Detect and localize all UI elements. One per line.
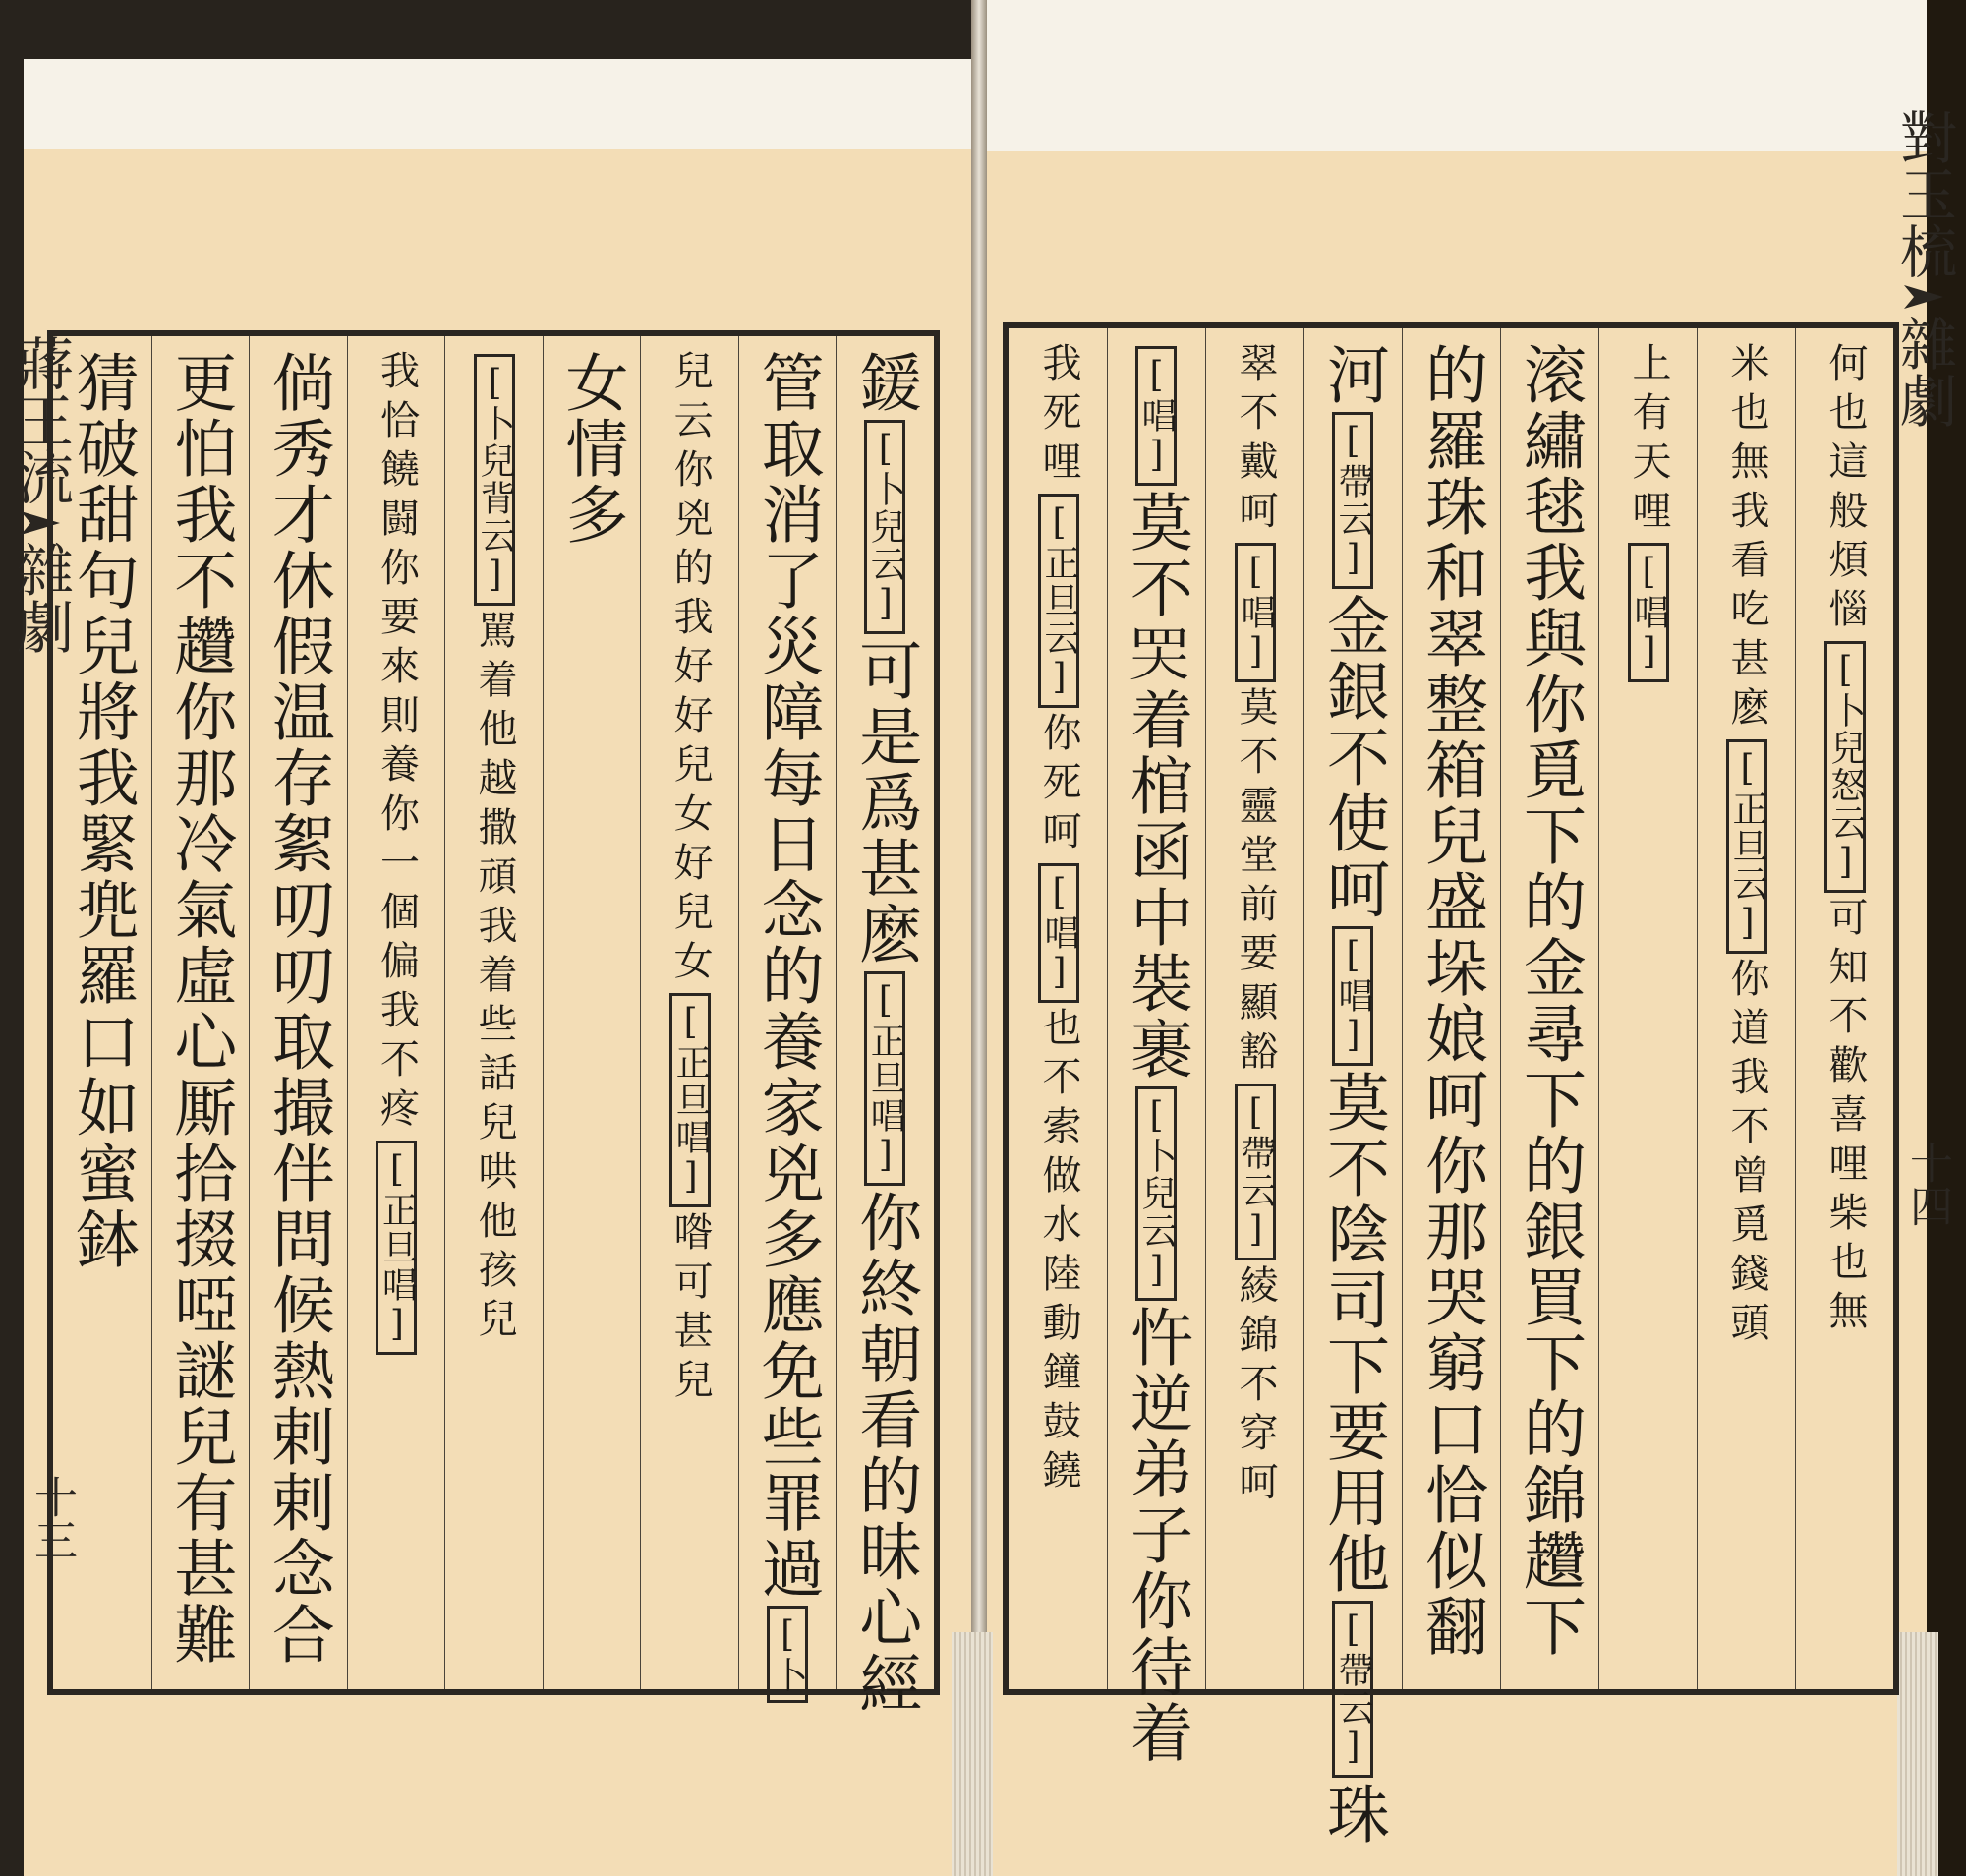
text-column	[1513, 342, 1586, 1660]
role-marker: [唱]	[1135, 346, 1177, 486]
text-run: 我恰饒闘你要來則養你一個偏我不疼	[374, 350, 420, 1137]
page-stack-left	[952, 1632, 993, 1876]
column-rule	[836, 336, 837, 1689]
role-marker: [卜	[767, 1606, 808, 1703]
column-rule	[1500, 328, 1501, 1689]
role-marker: [帶云]	[1235, 1084, 1276, 1260]
column-rule	[1598, 328, 1599, 1689]
text-frame-right	[1003, 322, 1899, 1847]
text-column	[750, 350, 824, 1707]
role-marker: [唱]	[1332, 926, 1373, 1066]
text-column	[260, 350, 334, 1668]
text-run: 何也這般煩惱	[1822, 342, 1868, 637]
text-run: 莫不靈堂前要顯豁	[1233, 686, 1278, 1080]
spine-part: 雜劇	[1890, 315, 1957, 429]
page-stack-right	[1897, 1632, 1938, 1876]
text-run: 你終朝看的昧心經	[848, 1190, 922, 1717]
text-column	[848, 350, 922, 1717]
top-margin	[987, 0, 1937, 151]
role-marker: [正旦云]	[1726, 739, 1767, 954]
fish-tail-icon	[1904, 285, 1943, 309]
text-run: 珠	[1316, 1782, 1389, 1847]
text-run: 莫不𦉼着棺函中裝裹	[1120, 490, 1192, 1083]
column-rule	[543, 336, 544, 1689]
text-run: 米也無我看吃甚麽	[1724, 342, 1769, 735]
text-column	[1120, 342, 1192, 1766]
text-run: 可是爲甚麽	[848, 638, 922, 967]
text-run: 女情多	[554, 350, 628, 548]
text-run: 我與你覓下的金尋下的銀買下的錦趲下	[1513, 540, 1586, 1660]
spine-title: 蔣王流	[7, 334, 74, 505]
column-rule	[1795, 328, 1796, 1689]
text-run: 駡着他越撒頑我着些話兒哄他孩兒	[472, 610, 517, 1347]
text-run: 莫不陰司下要用他	[1316, 1070, 1389, 1597]
book-gutter	[971, 0, 987, 1876]
column-rule	[151, 336, 152, 1689]
role-marker: [卜兒云]	[864, 420, 905, 634]
text-run: 可知不歡喜哩柴也無	[1822, 897, 1868, 1339]
role-marker: [帶云]	[1332, 412, 1373, 589]
top-margin	[24, 59, 971, 149]
text-run: 更怕我不趲你那冷氣虛心厮拾掇啞謎兒有甚難	[163, 350, 237, 1668]
text-column	[1824, 342, 1866, 1339]
column-rule	[1107, 328, 1108, 1689]
text-run: 休假温存絮叨叨取撮伴問候熱剌剌念合	[260, 548, 334, 1668]
text-column	[374, 350, 420, 1359]
column-rule	[1303, 328, 1304, 1689]
folio-left: 十三	[27, 1475, 77, 1561]
text-run: 河	[1316, 342, 1389, 408]
folio-right: 十四	[1902, 1141, 1952, 1227]
text-run: 忤逆弟子你待着	[1120, 1305, 1192, 1766]
text-run: 管取消了災障每日念的養家兇多應免些罪過	[750, 350, 824, 1602]
role-marker: [正旦唱]	[669, 993, 711, 1207]
text-run: 兒云你兇的我好好兒女好兒女	[667, 350, 714, 989]
column-rule	[640, 336, 641, 1689]
spine-part: 雜劇	[7, 541, 74, 655]
column-rule	[1402, 328, 1403, 1689]
text-column	[1726, 342, 1767, 1351]
column-rule	[444, 336, 445, 1689]
text-run: 也不索做水陸動鐘鼓鐃	[1036, 1007, 1081, 1498]
text-column	[554, 350, 628, 548]
text-column	[65, 350, 139, 1272]
text-run: 倘秀才	[260, 350, 334, 548]
role-marker: [卜兒背云]	[474, 354, 515, 606]
role-marker: [唱]	[1038, 863, 1079, 1003]
column-rule	[1205, 328, 1206, 1689]
text-run: 滚繡毬	[1513, 342, 1586, 540]
text-run: 鍰	[848, 350, 922, 416]
text-run: 綾錦不穿呵	[1233, 1264, 1278, 1510]
text-run: 猜破甜句兒將我緊兠羅口如蜜鉢	[65, 350, 139, 1272]
role-marker: [唱]	[1628, 543, 1669, 682]
text-run: 翠不戴呵	[1233, 342, 1278, 539]
text-run: 喒可甚兒	[667, 1211, 714, 1408]
text-column	[1038, 342, 1079, 1498]
text-run: 的羅珠和翠整箱兒盛垛娘呵你那哭窮口恰似翻	[1415, 342, 1487, 1660]
text-run: 我死哩	[1036, 342, 1081, 490]
text-run: 上有天哩	[1626, 342, 1671, 539]
text-column	[1316, 342, 1389, 1847]
column-rule	[1697, 328, 1698, 1689]
role-marker: [帶云]	[1332, 1601, 1373, 1778]
role-marker: [正旦云]	[1038, 494, 1079, 708]
text-column	[474, 350, 515, 1347]
text-column	[163, 350, 237, 1668]
text-column	[667, 350, 714, 1408]
column-rule	[347, 336, 348, 1689]
role-marker: [卜兒怒云]	[1824, 641, 1866, 893]
text-frame-left	[47, 330, 940, 1717]
role-marker: [正旦唱]	[864, 971, 905, 1186]
role-marker: [正旦唱]	[376, 1141, 417, 1355]
text-run: 你死呵	[1036, 712, 1081, 859]
role-marker: [唱]	[1235, 543, 1276, 682]
text-column	[1235, 342, 1276, 1510]
role-marker: [卜兒云]	[1135, 1086, 1177, 1301]
text-run: 金銀不使呵	[1316, 593, 1389, 922]
spine-title: 對玉梳	[1890, 108, 1957, 279]
column-rule	[249, 336, 250, 1689]
text-run: 你道我不曾覓錢頭	[1724, 958, 1769, 1351]
text-column	[1415, 342, 1487, 1660]
spine-label-right	[1890, 108, 1957, 429]
text-column	[1628, 342, 1669, 686]
column-rule	[738, 336, 739, 1689]
